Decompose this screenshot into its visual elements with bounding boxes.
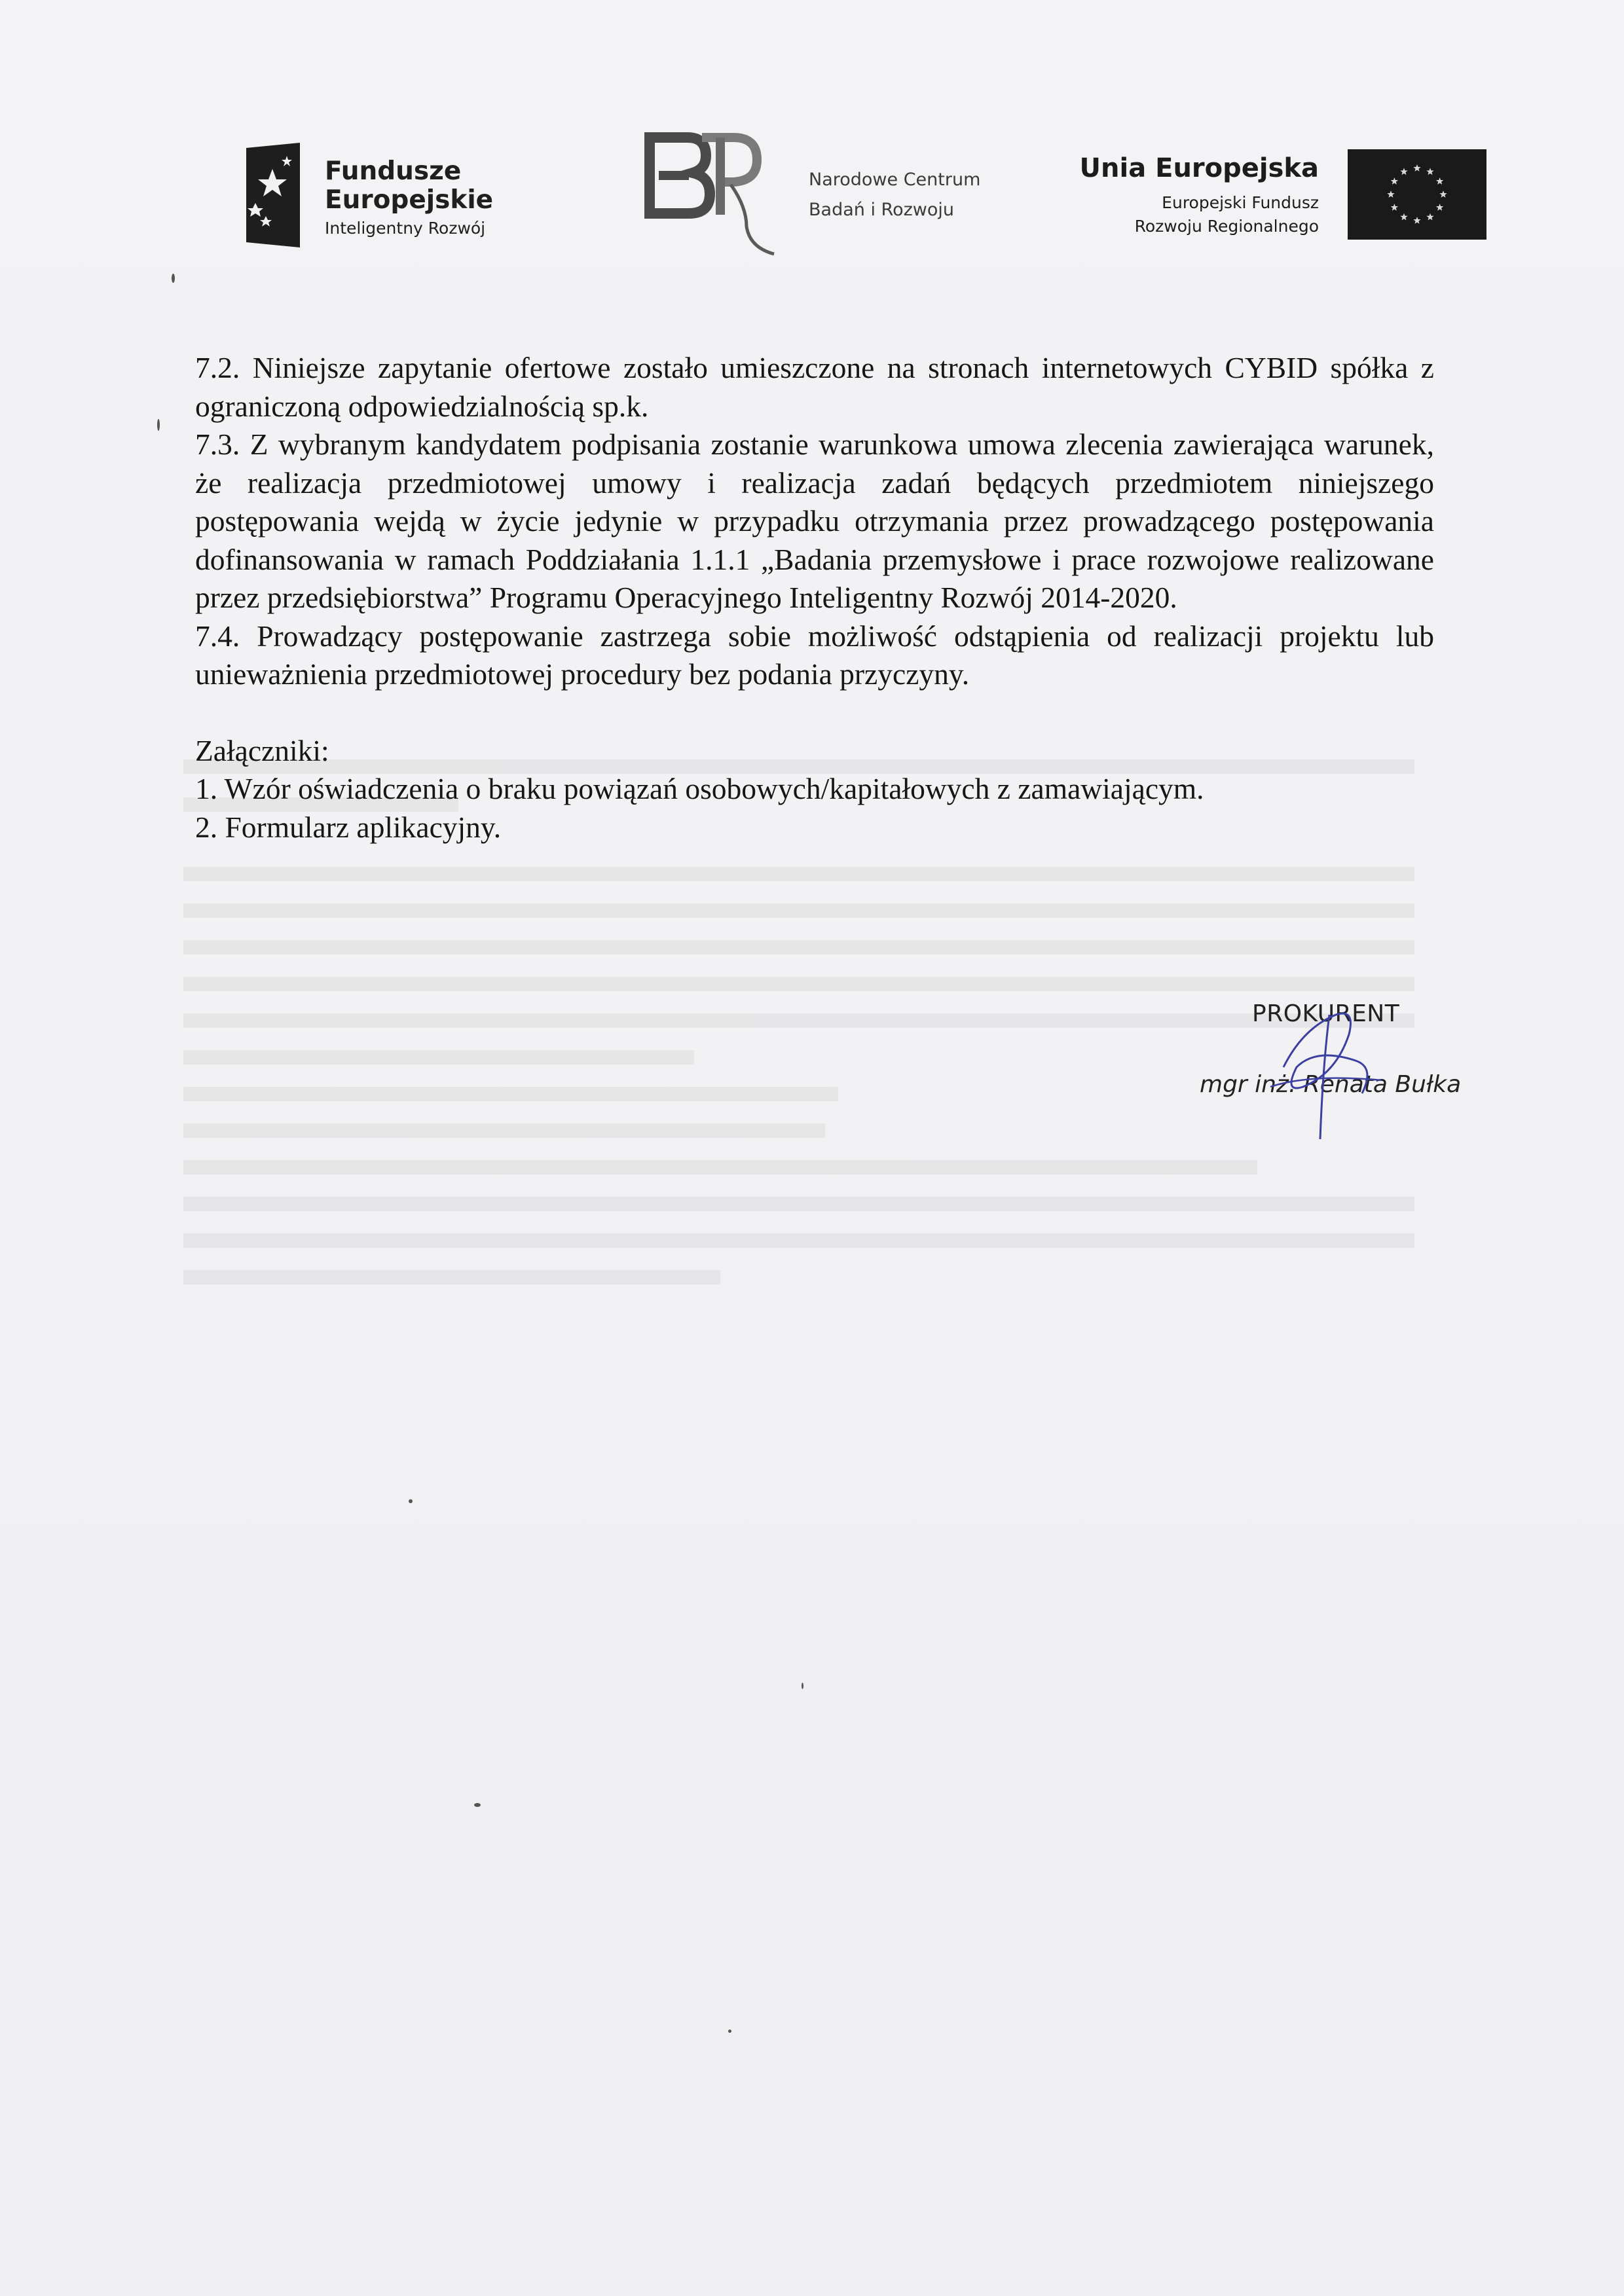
document-body <box>195 349 1434 847</box>
handwritten-signature <box>1257 989 1388 1146</box>
ue-logo-fund <box>1135 191 1319 238</box>
eu-flag-icon <box>1348 149 1486 240</box>
signature-role: PROKURENT <box>1252 1000 1400 1027</box>
paragraph-7-3: 7.3. Z wybranym kandydatem podpisania zostanie warunkowa umowa zlecenia zawierająca warunek, że realizacja przedmiotowej umowy i realizacja zadań będących przedmiotem niniejszego postępowania wejdą w życie jedynie w przypadku otrzymania przez prowadzącego postępowania dofinansowania w ramach Poddziałania 1.1.1 „Badania przemysłowe i prace rozwojowe realizowane przez przedsiębiorstwa” Programu Operacyjnego Inteligentny Rozwój 2014-2020. <box>195 428 1434 614</box>
paragraph-7-4: 7.4. Prowadzący postępowanie zastrzega sobie możliwość odstąpienia od realizacji projektu lub unieważnienia przedmiotowej procedury bez podania przyczyny. <box>195 619 1434 691</box>
ncbr-logo <box>642 128 1008 259</box>
unia-europejska-logo <box>1067 149 1486 247</box>
fe-logo-subtitle: Inteligentny Rozwój <box>325 219 486 238</box>
ue-logo-fund-line2: Rozwoju Regionalnego <box>1134 217 1319 236</box>
fe-flag-icon <box>246 143 300 247</box>
spacer <box>195 694 1434 732</box>
ue-logo-title: Unia Europejska <box>1079 153 1319 183</box>
ncbr-mark-icon <box>642 128 792 259</box>
signature-name: mgr inż. Renata Bułka <box>1200 1071 1462 1098</box>
fundusze-europejskie-logo <box>246 143 521 249</box>
fe-logo-name-line2: Europejskie <box>325 185 494 215</box>
attachments-heading: Załączniki: <box>195 733 329 767</box>
ncbr-logo-line2: Badań i Rozwoju <box>809 200 954 220</box>
attachment-item: 1. Wzór oświadczenia o braku powiązań osobowych/kapitałowych z zamawiającym. <box>195 772 1204 805</box>
attachment-item: 2. Formularz aplikacyjny. <box>195 810 502 844</box>
fe-logo-name-line1: Fundusze <box>325 156 462 186</box>
ncbr-logo-text <box>809 165 980 225</box>
paragraph-7-2: 7.2. Niniejsze zapytanie ofertowe zostało umieszczone na stronach internetowych CYBID spółka z ograniczoną odpowiedzialnością sp.k. <box>195 351 1434 423</box>
fe-logo-name <box>325 157 495 215</box>
ncbr-logo-line1: Narodowe Centrum <box>809 170 981 190</box>
ue-logo-fund-line1: Europejski Fundusz <box>1162 193 1319 212</box>
